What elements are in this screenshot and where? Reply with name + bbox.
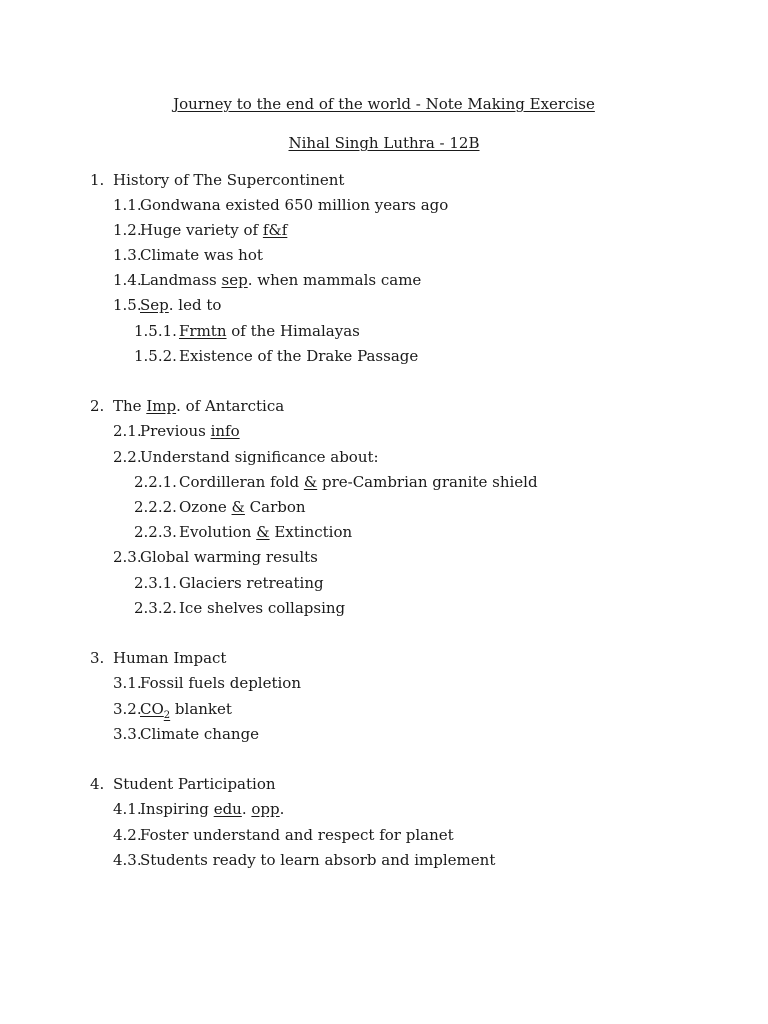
text-segment: Cordilleran fold	[179, 473, 304, 491]
item-number: 2.1.	[113, 422, 142, 440]
underlined-abbreviation: Sep	[140, 296, 169, 314]
underlined-abbreviation: opp	[251, 800, 280, 818]
item-text	[140, 548, 318, 566]
outline-item-3-1	[113, 673, 301, 693]
underlined-abbreviation: &	[256, 523, 270, 541]
item-number: 2.2.2.	[134, 498, 177, 516]
item-text	[179, 523, 352, 541]
item-number: 2.3.1.	[134, 574, 177, 592]
outline-item-1-3	[113, 245, 263, 265]
text-segment: Student Participation	[113, 775, 276, 793]
author-line: Nihal Singh Luthra - 12B	[288, 134, 480, 152]
item-text	[140, 422, 240, 440]
outline-item-1-5-2	[134, 346, 418, 366]
item-text	[140, 221, 287, 239]
item-number: 4.3.	[113, 851, 142, 869]
item-text	[140, 674, 301, 692]
outline-item-1	[90, 170, 344, 190]
outline-item-3-2	[113, 699, 232, 719]
text-segment: .	[241, 800, 252, 818]
item-number: 4.1.	[113, 800, 142, 818]
outline-item-4	[90, 774, 276, 794]
item-number: 1.1.	[113, 196, 142, 214]
underlined-abbreviation: sep	[221, 271, 248, 289]
item-text	[140, 246, 263, 264]
item-text	[179, 574, 324, 592]
underlined-abbreviation: &	[231, 498, 245, 516]
outline-item-3	[90, 648, 226, 668]
text-segment: Gondwana existed 650 million years ago	[140, 196, 449, 214]
underlined-abbreviation: Frmtn	[179, 322, 227, 340]
text-segment: Glaciers retreating	[179, 574, 324, 592]
text-segment: . when mammals came	[247, 271, 422, 289]
item-text	[179, 599, 345, 617]
item-text	[140, 800, 284, 818]
underlined-abbreviation: info	[210, 422, 240, 440]
text-segment: Evolution	[179, 523, 257, 541]
text-segment: . led to	[168, 296, 222, 314]
text-segment: Global warming results	[140, 548, 318, 566]
text-segment: Climate was hot	[140, 246, 263, 264]
text-segment: Human Impact	[113, 649, 227, 667]
item-number: 2.3.	[113, 548, 142, 566]
item-number: 4.	[90, 775, 105, 793]
text-segment: Ozone	[179, 498, 232, 516]
text-segment: Ice shelves collapsing	[179, 599, 346, 617]
item-number: 3.	[90, 649, 105, 667]
item-text	[140, 448, 379, 466]
text-segment: Inspiring	[140, 800, 214, 818]
item-number: 1.5.2.	[134, 347, 177, 365]
item-number: 1.	[90, 171, 105, 189]
item-text	[140, 851, 495, 869]
outline-item-2-2	[113, 447, 379, 467]
text-segment: blanket	[170, 700, 232, 718]
text-segment: .	[279, 800, 285, 818]
item-number: 2.2.1.	[134, 473, 177, 491]
outline-item-3-3	[113, 724, 259, 744]
item-text	[140, 700, 232, 721]
underlined-abbreviation: CO	[140, 700, 164, 718]
item-text	[113, 775, 276, 793]
outline-item-1-4	[113, 270, 421, 290]
underlined-abbreviation: edu	[213, 800, 242, 818]
text-segment: Carbon	[244, 498, 306, 516]
item-number: 2.	[90, 397, 105, 415]
text-segment: Foster understand and respect for planet	[140, 826, 454, 844]
item-number: 3.2.	[113, 700, 142, 718]
text-segment: Existence of the Drake Passage	[179, 347, 419, 365]
text-segment: Students ready to learn absorb and implement	[140, 851, 496, 869]
text-segment: Huge variety of	[140, 221, 263, 239]
text-segment: Landmass	[140, 271, 222, 289]
item-text	[113, 649, 226, 667]
item-text	[140, 271, 421, 289]
text-segment: of the Himalayas	[226, 322, 360, 340]
outline-item-2-2-3	[134, 522, 352, 542]
outline-item-2-3	[113, 547, 318, 567]
underlined-abbreviation: f&f	[262, 221, 288, 239]
outline-item-2-3-1	[134, 573, 324, 593]
outline-item-1-5	[113, 295, 221, 315]
outline-item-1-5-1	[134, 321, 360, 341]
outline-item-4-3	[113, 850, 495, 870]
item-number: 1.2.	[113, 221, 142, 239]
outline-item-2-2-1	[134, 472, 538, 492]
outline-item-4-2	[113, 825, 454, 845]
item-number: 3.1.	[113, 674, 142, 692]
outline-item-2	[90, 396, 284, 416]
item-text	[140, 725, 259, 743]
underlined-abbreviation: 2	[163, 710, 171, 721]
item-number: 1.5.	[113, 296, 142, 314]
outline-item-2-3-2	[134, 598, 345, 618]
item-text	[140, 826, 454, 844]
item-number: 2.2.	[113, 448, 142, 466]
outline-item-1-1	[113, 195, 448, 215]
text-segment: History of The Supercontinent	[113, 171, 345, 189]
item-text	[140, 296, 221, 314]
outline-item-2-2-2	[134, 497, 306, 517]
underlined-abbreviation: &	[303, 473, 318, 491]
item-text	[113, 397, 284, 415]
item-text	[140, 196, 448, 214]
text-segment: Climate change	[140, 725, 260, 743]
text-segment: Previous	[140, 422, 211, 440]
outline-item-2-1	[113, 421, 240, 441]
text-segment: Understand significance about:	[140, 448, 379, 466]
item-text	[179, 498, 306, 516]
outline-item-1-2	[113, 220, 287, 240]
item-text	[113, 171, 344, 189]
item-number: 1.5.1.	[134, 322, 177, 340]
text-segment: . of Antarctica	[176, 397, 285, 415]
item-number: 1.3.	[113, 246, 142, 264]
item-text	[179, 322, 360, 340]
text-segment: The	[113, 397, 147, 415]
item-number: 2.3.2.	[134, 599, 177, 617]
item-number: 3.3.	[113, 725, 142, 743]
text-segment: pre-Cambrian granite shield	[317, 473, 538, 491]
item-text	[179, 473, 538, 491]
underlined-abbreviation: Imp	[146, 397, 177, 415]
item-text	[179, 347, 418, 365]
document-title: Journey to the end of the world - Note Making Exercise	[173, 95, 595, 113]
text-segment: Fossil fuels depletion	[140, 674, 302, 692]
outline-item-4-1	[113, 799, 284, 819]
text-segment: Extinction	[269, 523, 353, 541]
item-number: 2.2.3.	[134, 523, 177, 541]
item-number: 1.4.	[113, 271, 142, 289]
item-number: 4.2.	[113, 826, 142, 844]
